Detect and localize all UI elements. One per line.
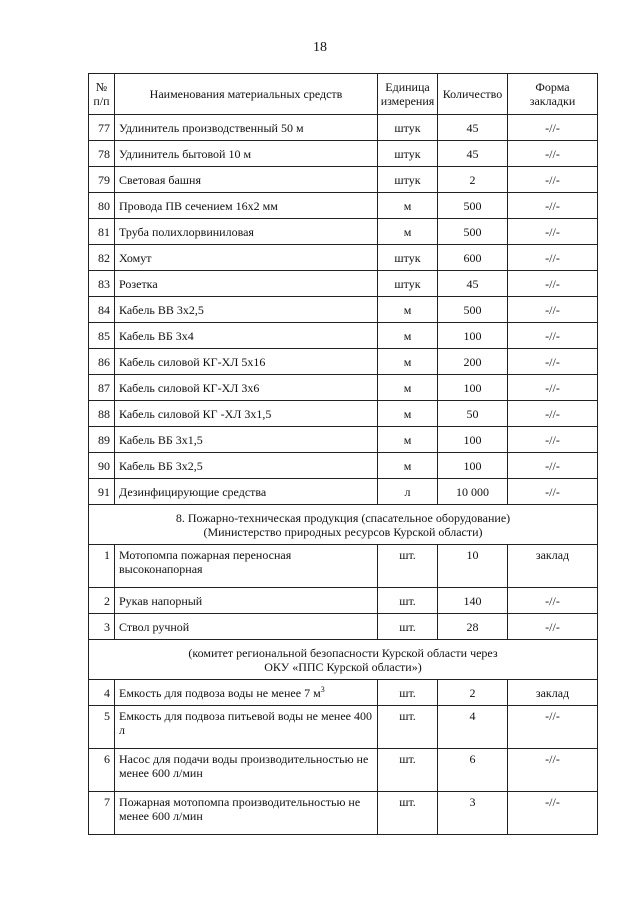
row-form: -//- (508, 141, 598, 167)
row-name: Световая башня (115, 167, 378, 193)
table-row (89, 219, 598, 245)
row-num: 82 (89, 245, 115, 271)
row-unit: м (378, 427, 438, 453)
row-form: -//- (508, 792, 598, 835)
row-name: Удлинитель производственный 50 м (115, 115, 378, 141)
row-qty: 4 (438, 706, 508, 749)
table-row (89, 427, 598, 453)
row-form: -//- (508, 193, 598, 219)
row-num: 89 (89, 427, 115, 453)
row-num: 1 (89, 545, 115, 588)
row-form: -//- (508, 297, 598, 323)
table-row (89, 792, 598, 835)
table-row (89, 141, 598, 167)
row-unit: м (378, 219, 438, 245)
row-unit: м (378, 349, 438, 375)
table-body-a (89, 115, 598, 505)
row-name: Рукав напорный (115, 588, 378, 614)
table-row (89, 401, 598, 427)
table-row (89, 749, 598, 792)
row-qty: 600 (438, 245, 508, 271)
table-row (89, 245, 598, 271)
row-form: -//- (508, 271, 598, 297)
table-row (89, 680, 598, 706)
table-row (89, 588, 598, 614)
header-qty: Количество (438, 74, 508, 115)
row-qty: 2 (438, 167, 508, 193)
table-row (89, 614, 598, 640)
row-num: 79 (89, 167, 115, 193)
section-committee-title: (комитет региональной безопасности Курской области через ОКУ «ППС Курской области») (89, 640, 598, 680)
table-row (89, 349, 598, 375)
row-name: Кабель ВБ 3х2,5 (115, 453, 378, 479)
row-num: 80 (89, 193, 115, 219)
row-qty: 500 (438, 297, 508, 323)
row-num: 78 (89, 141, 115, 167)
row-form: заклад (508, 545, 598, 588)
row-form: -//- (508, 167, 598, 193)
row-name: Мотопомпа пожарная переносная высоконапорная (115, 545, 378, 588)
table-row (89, 193, 598, 219)
row-form: -//- (508, 323, 598, 349)
row-name: Труба полихлорвиниловая (115, 219, 378, 245)
row-form: -//- (508, 453, 598, 479)
row-unit: л (378, 479, 438, 505)
row-qty: 140 (438, 588, 508, 614)
table-row (89, 323, 598, 349)
row-unit: м (378, 193, 438, 219)
row-unit: м (378, 453, 438, 479)
row-form: -//- (508, 245, 598, 271)
row-num: 90 (89, 453, 115, 479)
row-qty: 10 (438, 545, 508, 588)
row-unit: шт. (378, 680, 438, 706)
row-unit: шт. (378, 749, 438, 792)
row-qty: 500 (438, 219, 508, 245)
row-qty: 45 (438, 115, 508, 141)
row-unit: штук (378, 141, 438, 167)
row-name: Дезинфицирующие средства (115, 479, 378, 505)
table-row (89, 706, 598, 749)
row-name: Насос для подачи воды производительностью не менее 600 л/мин (115, 749, 378, 792)
row-qty: 45 (438, 271, 508, 297)
row-form: -//- (508, 349, 598, 375)
row-qty: 100 (438, 375, 508, 401)
row-unit: штук (378, 271, 438, 297)
row-num: 77 (89, 115, 115, 141)
row-name: Емкость для подвоза воды не менее 7 $м^3$ (115, 680, 378, 706)
row-num: 91 (89, 479, 115, 505)
table-row (89, 297, 598, 323)
row-num: 5 (89, 706, 115, 749)
table-header-row (89, 74, 598, 115)
table-row (89, 453, 598, 479)
row-form: -//- (508, 588, 598, 614)
row-form: -//- (508, 479, 598, 505)
row-name: Емкость для подвоза питьевой воды не менее 400 л (115, 706, 378, 749)
header-unit: Единица измерения (378, 74, 438, 115)
table-row (89, 479, 598, 505)
row-qty: 200 (438, 349, 508, 375)
table-row (89, 545, 598, 588)
table-row (89, 167, 598, 193)
row-name: Кабель ВВ 3х2,5 (115, 297, 378, 323)
row-form: -//- (508, 706, 598, 749)
row-qty: 50 (438, 401, 508, 427)
row-form: -//- (508, 219, 598, 245)
row-num: 7 (89, 792, 115, 835)
materials-table (88, 73, 598, 835)
row-qty: 2 (438, 680, 508, 706)
row-num: 85 (89, 323, 115, 349)
row-form: -//- (508, 427, 598, 453)
row-form: -//- (508, 375, 598, 401)
section-8 (89, 505, 598, 545)
row-num: 4 (89, 680, 115, 706)
row-name: Кабель силовой КГ-ХЛ 5х16 (115, 349, 378, 375)
row-num: 3 (89, 614, 115, 640)
row-unit: м (378, 323, 438, 349)
table-body-b (89, 545, 598, 640)
section-8-title: 8. Пожарно-техническая продукция (спасательное оборудование) (Министерство природных ресурсов Курской области) (89, 505, 598, 545)
row-num: 6 (89, 749, 115, 792)
header-form: Форма закладки (508, 74, 598, 115)
row-name: Кабель силовой КГ -ХЛ 3х1,5 (115, 401, 378, 427)
row-name: Хомут (115, 245, 378, 271)
row-qty: 100 (438, 323, 508, 349)
row-num: 88 (89, 401, 115, 427)
table-row (89, 271, 598, 297)
row-name: Кабель ВБ 3х4 (115, 323, 378, 349)
row-name: Розетка (115, 271, 378, 297)
row-qty: 100 (438, 453, 508, 479)
row-qty: 6 (438, 749, 508, 792)
table-body-c (89, 680, 598, 835)
row-unit: шт. (378, 614, 438, 640)
section-committee (89, 640, 598, 680)
row-num: 81 (89, 219, 115, 245)
row-num: 83 (89, 271, 115, 297)
row-unit: м (378, 401, 438, 427)
row-unit: шт. (378, 792, 438, 835)
row-unit: м (378, 297, 438, 323)
row-form: -//- (508, 614, 598, 640)
row-qty: 45 (438, 141, 508, 167)
row-form: заклад (508, 680, 598, 706)
row-qty: 100 (438, 427, 508, 453)
row-num: 87 (89, 375, 115, 401)
table-row (89, 115, 598, 141)
row-form: -//- (508, 749, 598, 792)
row-qty: 10 000 (438, 479, 508, 505)
row-name: Ствол ручной (115, 614, 378, 640)
page-number: 18 (313, 40, 327, 55)
header-num: № п/п (89, 74, 115, 115)
header-name: Наименования материальных средств (115, 74, 378, 115)
row-name: Пожарная мотопомпа производительностью не менее 600 л/мин (115, 792, 378, 835)
row-qty: 3 (438, 792, 508, 835)
table-row (89, 375, 598, 401)
row-qty: 28 (438, 614, 508, 640)
row-name: Кабель ВБ 3х1,5 (115, 427, 378, 453)
row-unit: шт. (378, 545, 438, 588)
row-form: -//- (508, 115, 598, 141)
row-unit: штук (378, 245, 438, 271)
row-unit: штук (378, 167, 438, 193)
row-name: Кабель силовой КГ-ХЛ 3х6 (115, 375, 378, 401)
section-8-row (89, 505, 598, 545)
row-unit: шт. (378, 588, 438, 614)
row-num: 86 (89, 349, 115, 375)
row-unit: шт. (378, 706, 438, 749)
row-name: Провода ПВ сечением 16х2 мм (115, 193, 378, 219)
row-unit: штук (378, 115, 438, 141)
section-committee-row (89, 640, 598, 680)
row-num: 2 (89, 588, 115, 614)
row-unit: м (378, 375, 438, 401)
row-name: Удлинитель бытовой 10 м (115, 141, 378, 167)
row-form: -//- (508, 401, 598, 427)
row-qty: 500 (438, 193, 508, 219)
row-num: 84 (89, 297, 115, 323)
